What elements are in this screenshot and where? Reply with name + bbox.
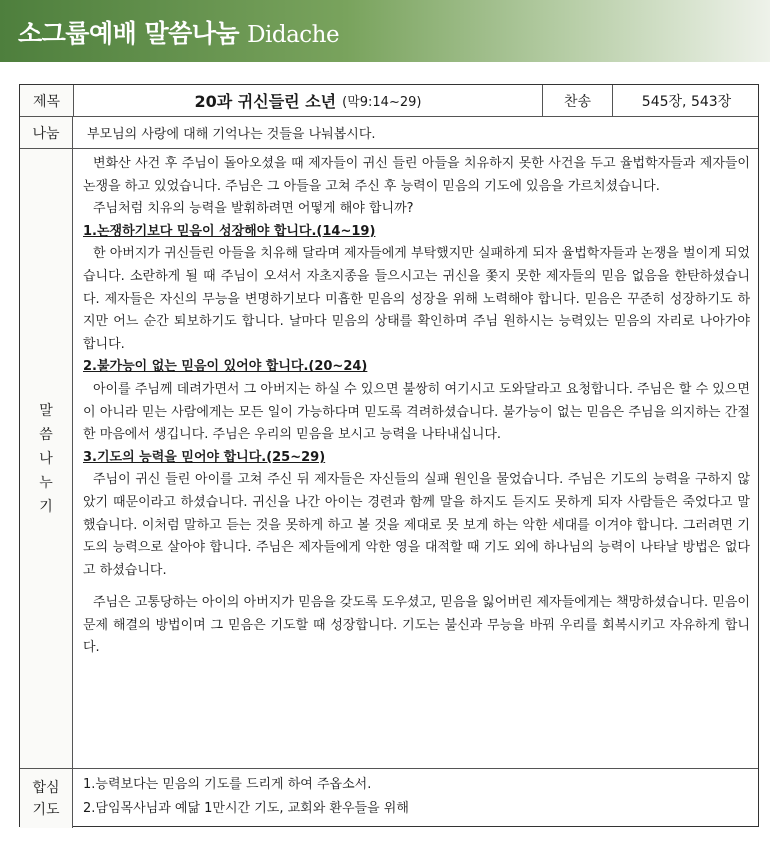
word-label: [20, 149, 73, 768]
word-label-char: 씀: [39, 426, 53, 443]
lesson-title-cell: [73, 85, 543, 116]
banner-title-text: 소그룹예배 말씀나눔: [18, 19, 240, 48]
hymn-label: 찬송: [543, 85, 613, 116]
word-label-char: 나: [39, 450, 53, 467]
prayer-row: [20, 769, 758, 828]
paragraph-spacer: [83, 582, 750, 592]
page-banner: [0, 0, 770, 62]
point-paragraph-1: 한 아버지가 귀신들린 아들을 치유해 달라며 제자들에게 부탁했지만 실패하게 되자 율법학자들과 논쟁을 벌이게 되었습니다. 소란하게 될 때 주님이 오셔서 자초지종을 들으시고는 귀신을 쫓지 못한 제자들의 믿음 없음을 한탄하셨습니다. 제자들은 자신의 무능을 변명하기보다 미흡한 믿음의 성장을 위해 노력해야 합니다. 믿음은 꾸준히 성장하기도 하지만 어느 순간 퇴보하기도 합니다. 날마다 믿음의 상태를 확인하며 주님 원하시는 능력있는 믿음의 자리로 나아가야 합니다.: [83, 246, 751, 352]
prayer-item: 1.능력보다는 믿음의 기도를 드리게 하여 주옵소서.: [83, 777, 372, 792]
sharing-row: [20, 117, 758, 149]
scripture-reference: (막9:14~29): [342, 95, 422, 110]
intro-question: 주님처럼 치유의 능력을 발휘하려면 어떻게 해야 합니까?: [93, 201, 414, 217]
point-paragraph-2: 아이를 주님께 데려가면서 그 아버지는 하실 수 있으면 불쌍히 여기시고 도와달라고 요청합니다. 주님은 할 수 있으면이 아니라 믿는 사람에게는 모든 일이 가능하다며 믿도록 격려하셨습니다. 불가능이 없는 믿음은 주님을 의지하는 간절한 마음에서 생깁니다. 주님은 우리의 믿음을 보시고 능력을 나타내십니다.: [83, 381, 750, 443]
prayer-label-line: 기도: [32, 801, 60, 818]
prayer-label-line: 합심: [32, 779, 60, 796]
point-heading-1: 1.논쟁하기보다 믿음이 성장해야 합니다.(14~19): [83, 223, 376, 239]
worship-sheet-table: [19, 84, 759, 827]
lesson-title: 20과 귀신들린 소년: [194, 92, 337, 111]
point-heading-3: 3.기도의 능력을 믿어야 합니다.(25~29): [83, 449, 326, 465]
hymn-numbers: 545장, 543장: [641, 93, 732, 110]
word-label-char: 기: [39, 498, 53, 515]
banner-subtitle: Didache: [247, 22, 340, 48]
intro-paragraph: 변화산 사건 후 주님이 돌아오셨을 때 제자들이 귀신 들린 아들을 치유하지 못한 사건을 두고 율법학자들과 제자들이 논쟁을 하고 있었습니다. 주님은 그 아들을 고쳐 주신 후 능력이 믿음의 기도에 있음을 가르치셨습니다.: [83, 156, 750, 194]
word-label-char: 말: [39, 402, 53, 419]
sharing-label: 나눔: [20, 117, 73, 148]
header-row: [20, 85, 758, 117]
prayer-list: [73, 769, 758, 828]
subject-label: 제목: [20, 85, 73, 116]
prayer-item: 2.담임목사님과 예닮 1만시간 기도, 교회와 환우들을 위해: [83, 801, 409, 816]
point-paragraph-3: 주님이 귀신 들린 아이를 고쳐 주신 뒤 제자들은 자신들의 실패 원인을 물었습니다. 주님은 기도의 능력을 구하지 않았기 때문이라고 하셨습니다. 귀신을 나간 아이는 경련과 함께 말을 하지도 듣지도 못하게 되자 사람들은 죽었다고 말했습니다. 이처럼 말하고 듣는 것을 못하게 하고 볼 것을 제대로 못 보게 하는 악한 세대를 이겨야 합니다. 그러려면 기도의 능력으로 살아야 합니다. 주님은 제자들에게 악한 영을 대적할 때 기도 외에 하나님의 능력이 나타날 방법은 없다고 하셨습니다.: [83, 472, 750, 578]
sharing-question: 부모님의 사랑에 대해 기억나는 것들을 나눠봅시다.: [87, 127, 376, 142]
conclusion-paragraph: 주님은 고통당하는 아이의 아버지가 믿음을 갖도록 도우셨고, 믿음을 잃어버린 제자들에게는 책망하셨습니다. 믿음이 문제 해결의 방법이며 그 믿음은 기도할 때 성장합니다. 기도는 불신과 무능을 바꿔 우리를 회복시키고 자유하게 합니다.: [83, 595, 750, 656]
word-row: [20, 149, 758, 769]
word-label-char: 누: [39, 474, 53, 491]
prayer-label: [20, 769, 73, 828]
sermon-body: [73, 149, 758, 768]
point-heading-2: 2.불가능이 없는 믿음이 있어야 합니다.(20~24): [83, 359, 368, 375]
banner-title: [18, 14, 339, 50]
